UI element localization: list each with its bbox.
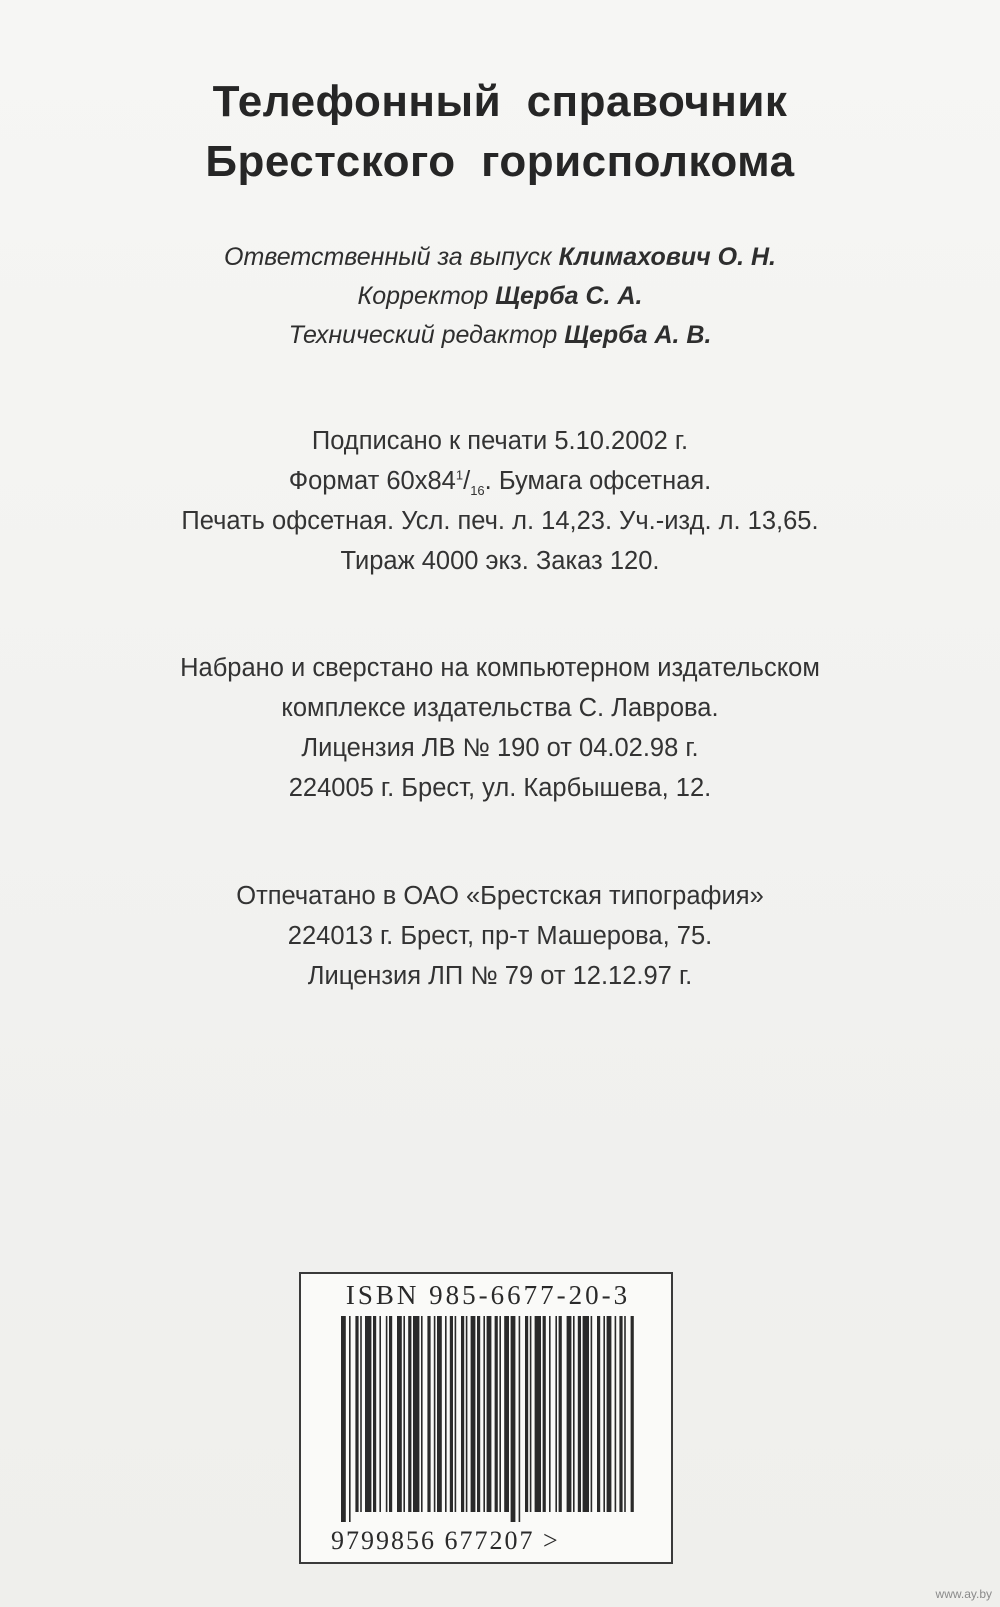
barcode-bar (624, 1316, 626, 1512)
barcode-bar (403, 1316, 405, 1512)
barcode-bar (615, 1316, 617, 1512)
credit-tech-editor (0, 316, 1000, 355)
barcode-bar (543, 1316, 546, 1512)
barcode-bar (495, 1316, 498, 1512)
barcode-bar (504, 1316, 509, 1512)
barcode-bar (397, 1316, 402, 1512)
barcode-bar (379, 1316, 381, 1512)
run-line: Тираж 4000 экз. Заказ 120. (340, 547, 660, 575)
format-sup: 1 (455, 467, 464, 483)
barcode-bar (349, 1316, 351, 1522)
barcode-bar (373, 1316, 376, 1512)
credit-name: Климахович О. Н. (558, 243, 776, 271)
title-line-2: Брестского горисполкома (205, 137, 795, 186)
barcode-bar (477, 1316, 480, 1512)
barcode-bar (603, 1316, 605, 1512)
credit-corrector (0, 277, 1000, 316)
signed-date: Подписано к печати 5.10.2002 г. (311, 427, 689, 455)
barcode-bar (535, 1316, 541, 1512)
ean-number: 9799856 677207 > (331, 1526, 560, 1555)
barcode-bar (487, 1316, 492, 1512)
barcode-bar (591, 1316, 593, 1512)
barcode-bar (607, 1316, 612, 1512)
barcode-bar (567, 1316, 572, 1512)
barcode-bar (434, 1316, 436, 1512)
typeset-address: 224005 г. Брест, ул. Карбышева, 12. (288, 774, 712, 802)
barcode-bar (360, 1316, 362, 1512)
title-line-1: Телефонный справочник (212, 77, 788, 126)
barcode-bar (413, 1316, 419, 1512)
book-title (0, 72, 1000, 192)
barcode-bar (573, 1316, 575, 1512)
barcode-bar (341, 1316, 346, 1522)
isbn-number: ISBN 985-6677-20-3 (345, 1280, 631, 1310)
barcode-bar (421, 1316, 423, 1512)
barcode-bar (597, 1316, 600, 1512)
credit-name: Щерба А. В. (564, 321, 712, 349)
barcode-bar (631, 1316, 634, 1512)
barcode-bar (455, 1316, 457, 1512)
barcode-bar (499, 1316, 501, 1512)
typeset-line-1: Набрано и сверстано на компьютерном издательском (180, 654, 820, 682)
barcode-bar (427, 1316, 430, 1512)
credit-name: Щерба С. А. (495, 282, 643, 310)
barcode-bar (365, 1316, 371, 1512)
site-watermark: www.ay.by (935, 1587, 992, 1601)
barcode-bar (511, 1316, 516, 1522)
format-sub: 16 (470, 483, 485, 499)
printer-license: Лицензия ЛП № 79 от 12.12.97 г. (307, 962, 693, 990)
printing-info (0, 876, 1000, 996)
typesetting-info (0, 648, 1000, 808)
format-slash: / (463, 467, 471, 495)
credit-role: Технический редактор (288, 321, 565, 349)
barcode-bar (559, 1316, 562, 1512)
printer-address: 224013 г. Брест, пр-т Машерова, 75. (287, 922, 713, 950)
barcode-bar (471, 1316, 476, 1512)
print-info (0, 421, 1000, 581)
credit-responsible (0, 238, 1000, 277)
barcode-bar (583, 1316, 589, 1512)
barcode-bar (437, 1316, 442, 1512)
typeset-line-2: комплексе издательства С. Лаврова. (281, 694, 719, 722)
typeset-license: Лицензия ЛВ № 190 от 04.02.98 г. (301, 734, 699, 762)
printed-by: Отпечатано в ОАО «Брестская типография» (236, 882, 764, 910)
barcode-bar (445, 1316, 447, 1512)
barcode-bar (549, 1316, 551, 1512)
barcode-bar (389, 1316, 392, 1512)
barcode-bar (461, 1316, 464, 1512)
barcode-bar (578, 1316, 581, 1512)
format-line (0, 461, 1000, 501)
staff-credits (0, 238, 1000, 355)
barcode-bar (619, 1316, 622, 1512)
barcode-bar (555, 1316, 557, 1512)
barcode-bar (386, 1316, 388, 1512)
barcode-bar (525, 1316, 528, 1512)
credit-role: Ответственный за выпуск (224, 243, 559, 271)
barcode-bar (466, 1316, 468, 1512)
barcode-bar (450, 1316, 453, 1512)
sheets-line: Печать офсетная. Усл. печ. л. 14,23. Уч.-изд. л. 13,65. (181, 507, 819, 535)
barcode-bar (355, 1316, 358, 1512)
barcode-bar (483, 1316, 485, 1512)
credit-role: Корректор (357, 282, 496, 310)
format-suffix: . Бумага офсетная. (484, 467, 712, 495)
barcode-bar (519, 1316, 521, 1522)
isbn-barcode (299, 1272, 673, 1564)
barcode-bars (339, 1316, 635, 1522)
barcode-bar (408, 1316, 411, 1512)
barcode-bar (530, 1316, 532, 1512)
format-prefix: Формат 60x84 (288, 467, 456, 495)
